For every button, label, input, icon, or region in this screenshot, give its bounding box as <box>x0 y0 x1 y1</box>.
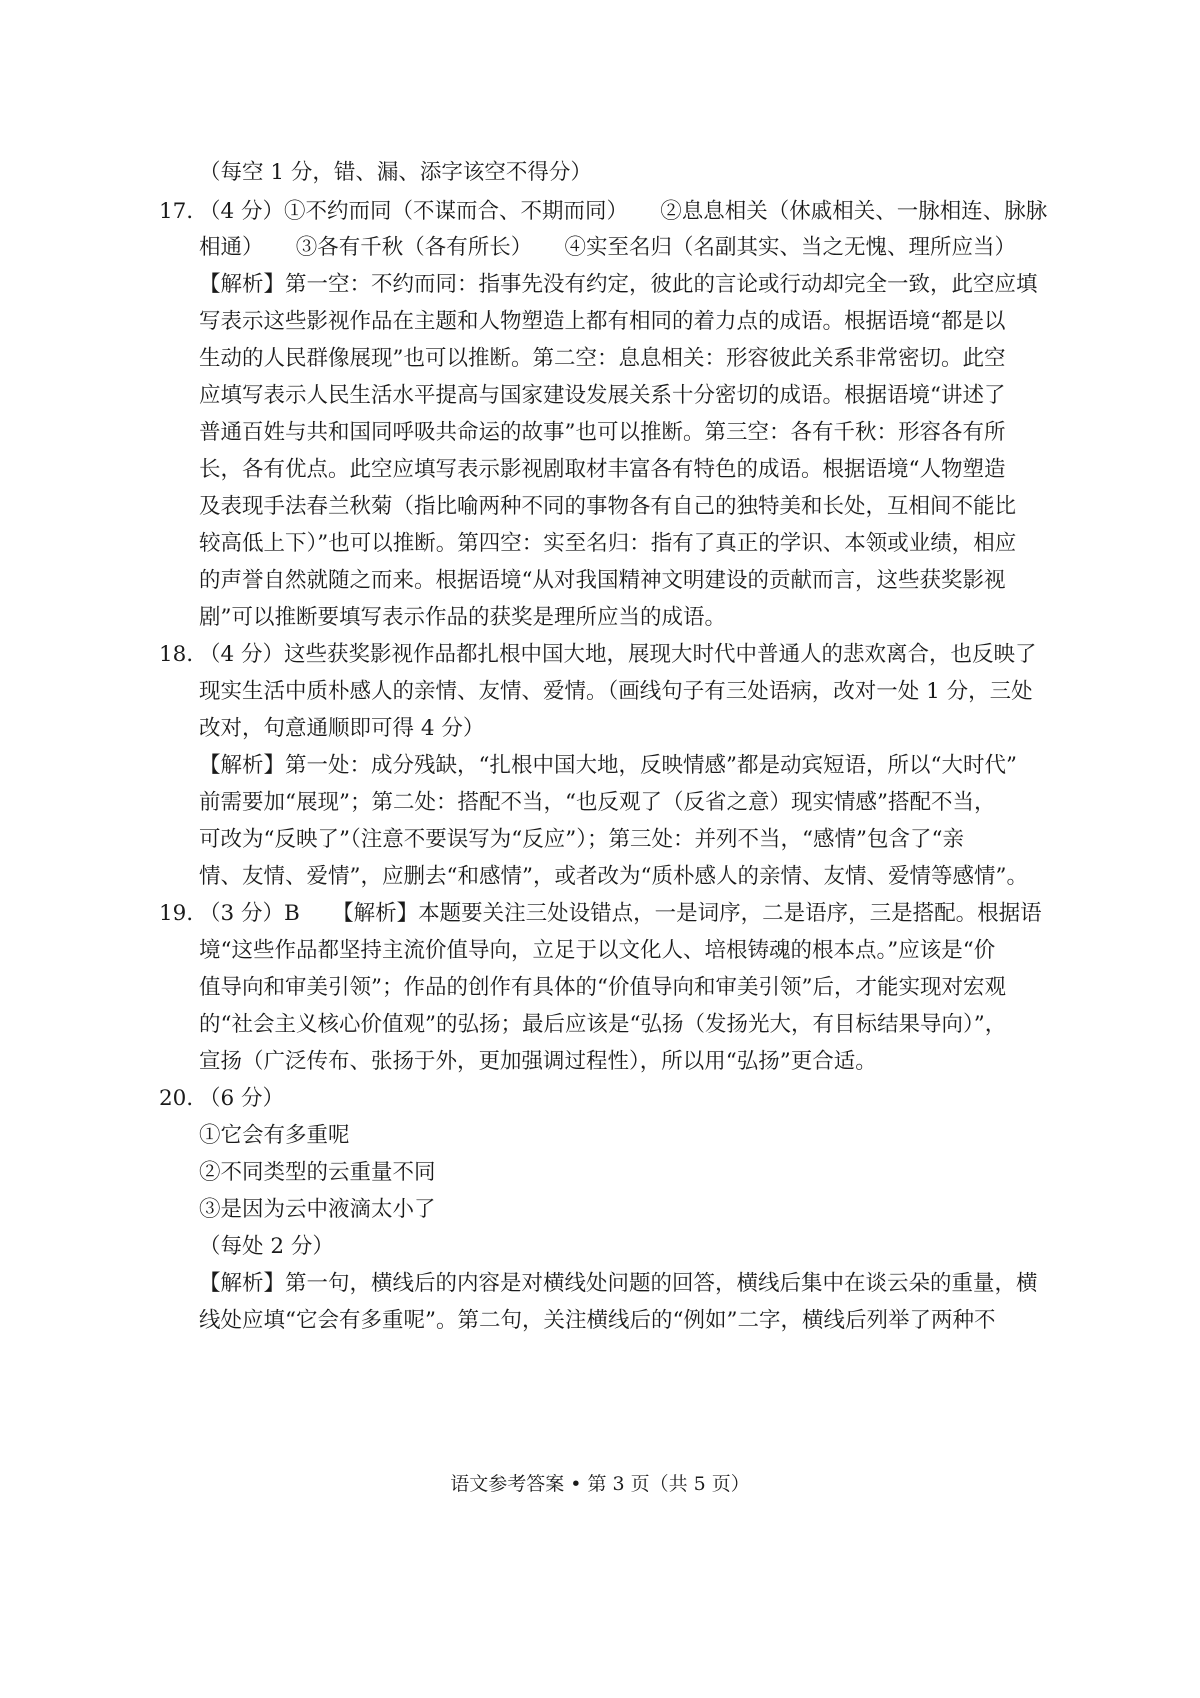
q18-analysis-line: 可改为“反映了”（注意不要误写为“反应”）；第三处：并列不当，“感情”包含了“亲 <box>199 827 964 852</box>
q19-analysis-line: 值导向和审美引领”；作品的创作有具体的“价值导向和审美引领”后，才能实现对宏观 <box>199 975 1006 1000</box>
q17-analysis-line: 剧”可以推断要填写表示作品的获奖是理所应当的成语。 <box>199 605 726 630</box>
q20-scoring-note: （每处 2 分） <box>199 1234 334 1259</box>
q18-number: 18． <box>159 642 208 667</box>
q18-analysis-line: 【解析】第一处：成分残缺，“扎根中国大地，反映情感”都是动宾短语，所以“大时代” <box>199 753 1017 778</box>
q17-answer-line: 相通） ③各有千秋（各有所长） ④实至名归（名副其实、当之无愧、理所应当） <box>199 235 1017 260</box>
q18-analysis-line: 前需要加“展现”；第二处：搭配不当，“也反观了（反省之意）现实情感”搭配不当， <box>199 790 996 815</box>
page-footer: 语文参考答案 • 第 3 页（共 5 页） <box>450 1473 750 1495</box>
q17-analysis-line: 【解析】第一空：不约而同：指事先没有约定，彼此的言论或行动却完全一致，此空应填 <box>199 272 1038 297</box>
q17-analysis-line: 应填写表示人民生活水平提高与国家建设发展关系十分密切的成语。根据语境“讲述了 <box>199 383 1006 408</box>
q17-number: 17． <box>159 199 208 224</box>
q19-analysis-line: 宣扬（广泛传布、张扬于外，更加强调过程性），所以用“弘扬”更合适。 <box>199 1049 877 1074</box>
q20-answer-item: ②不同类型的云重量不同 <box>199 1160 436 1185</box>
q19-analysis-line: 的“社会主义核心价值观”的弘扬；最后应该是“弘扬（发扬光大，有目标结果导向）”， <box>199 1012 1007 1037</box>
q20-analysis-line: 线处应填“它会有多重呢”。第二句，关注横线后的“例如”二字，横线后列举了两种不 <box>199 1308 996 1333</box>
q17-analysis-line: 普通百姓与共和国同呼吸共命运的故事”也可以推断。第三空：各有千秋：形容各有所 <box>199 420 1006 445</box>
q18-answer-line: 改对，句意通顺即可得 4 分） <box>199 716 485 741</box>
q18-answer-line: （4 分）这些获奖影视作品都扎根中国大地，展现大时代中普通人的悲欢离合，也反映了 <box>199 642 1037 667</box>
q17-analysis-line: 生动的人民群像展现”也可以推断。第二空：息息相关：形容彼此关系非常密切。此空 <box>199 346 1006 371</box>
q17-analysis-line: 长，各有优点。此空应填写表示影视剧取材丰富各有特色的成语。根据语境“人物塑造 <box>199 457 1006 482</box>
q17-analysis-line: 的声誉自然就随之而来。根据语境“从对我国精神文明建设的贡献而言，这些获奖影视 <box>199 568 1006 593</box>
q20-number: 20． <box>159 1086 208 1111</box>
q17-analysis-line: 及表现手法春兰秋菊（指比喻两种不同的事物各有自己的独特美和长处，互相间不能比 <box>199 494 1017 519</box>
q16-scoring-note: （每空 1 分，错、漏、添字该空不得分） <box>199 160 592 185</box>
q19-number: 19． <box>159 901 208 926</box>
q18-analysis-line: 情、友情、爱情”，应删去“和感情”，或者改为“质朴感人的亲情、友情、爱情等感情”。 <box>199 864 1028 889</box>
q20-answer-item: ③是因为云中液滴太小了 <box>199 1197 436 1222</box>
q19-analysis-line: 境“这些作品都坚持主流价值导向，立足于以文化人、培根铸魂的根本点。”应该是“价 <box>199 938 996 963</box>
q20-answer-item: ①它会有多重呢 <box>199 1123 350 1148</box>
q20-analysis-line: 【解析】第一句，横线后的内容是对横线处问题的回答，横线后集中在谈云朵的重量，横 <box>199 1271 1038 1296</box>
q17-answer-line: （4 分）①不约而同（不谋而合、不期而同） ②息息相关（休戚相关、一脉相连、脉脉 <box>199 199 1048 224</box>
q18-answer-line: 现实生活中质朴感人的亲情、友情、爱情。（画线句子有三处语病，改对一处 1 分，三处 <box>199 679 1033 704</box>
q20-score: （6 分） <box>199 1086 285 1111</box>
q19-answer-line: （3 分）B 【解析】本题要关注三处设错点，一是词序，二是语序，三是搭配。根据语 <box>199 901 1042 926</box>
q17-analysis-line: 较高低上下）”也可以推断。第四空：实至名归：指有了真正的学识、本领或业绩，相应 <box>199 531 1017 556</box>
q17-analysis-line: 写表示这些影视作品在主题和人物塑造上都有相同的着力点的成语。根据语境“都是以 <box>199 309 1006 334</box>
